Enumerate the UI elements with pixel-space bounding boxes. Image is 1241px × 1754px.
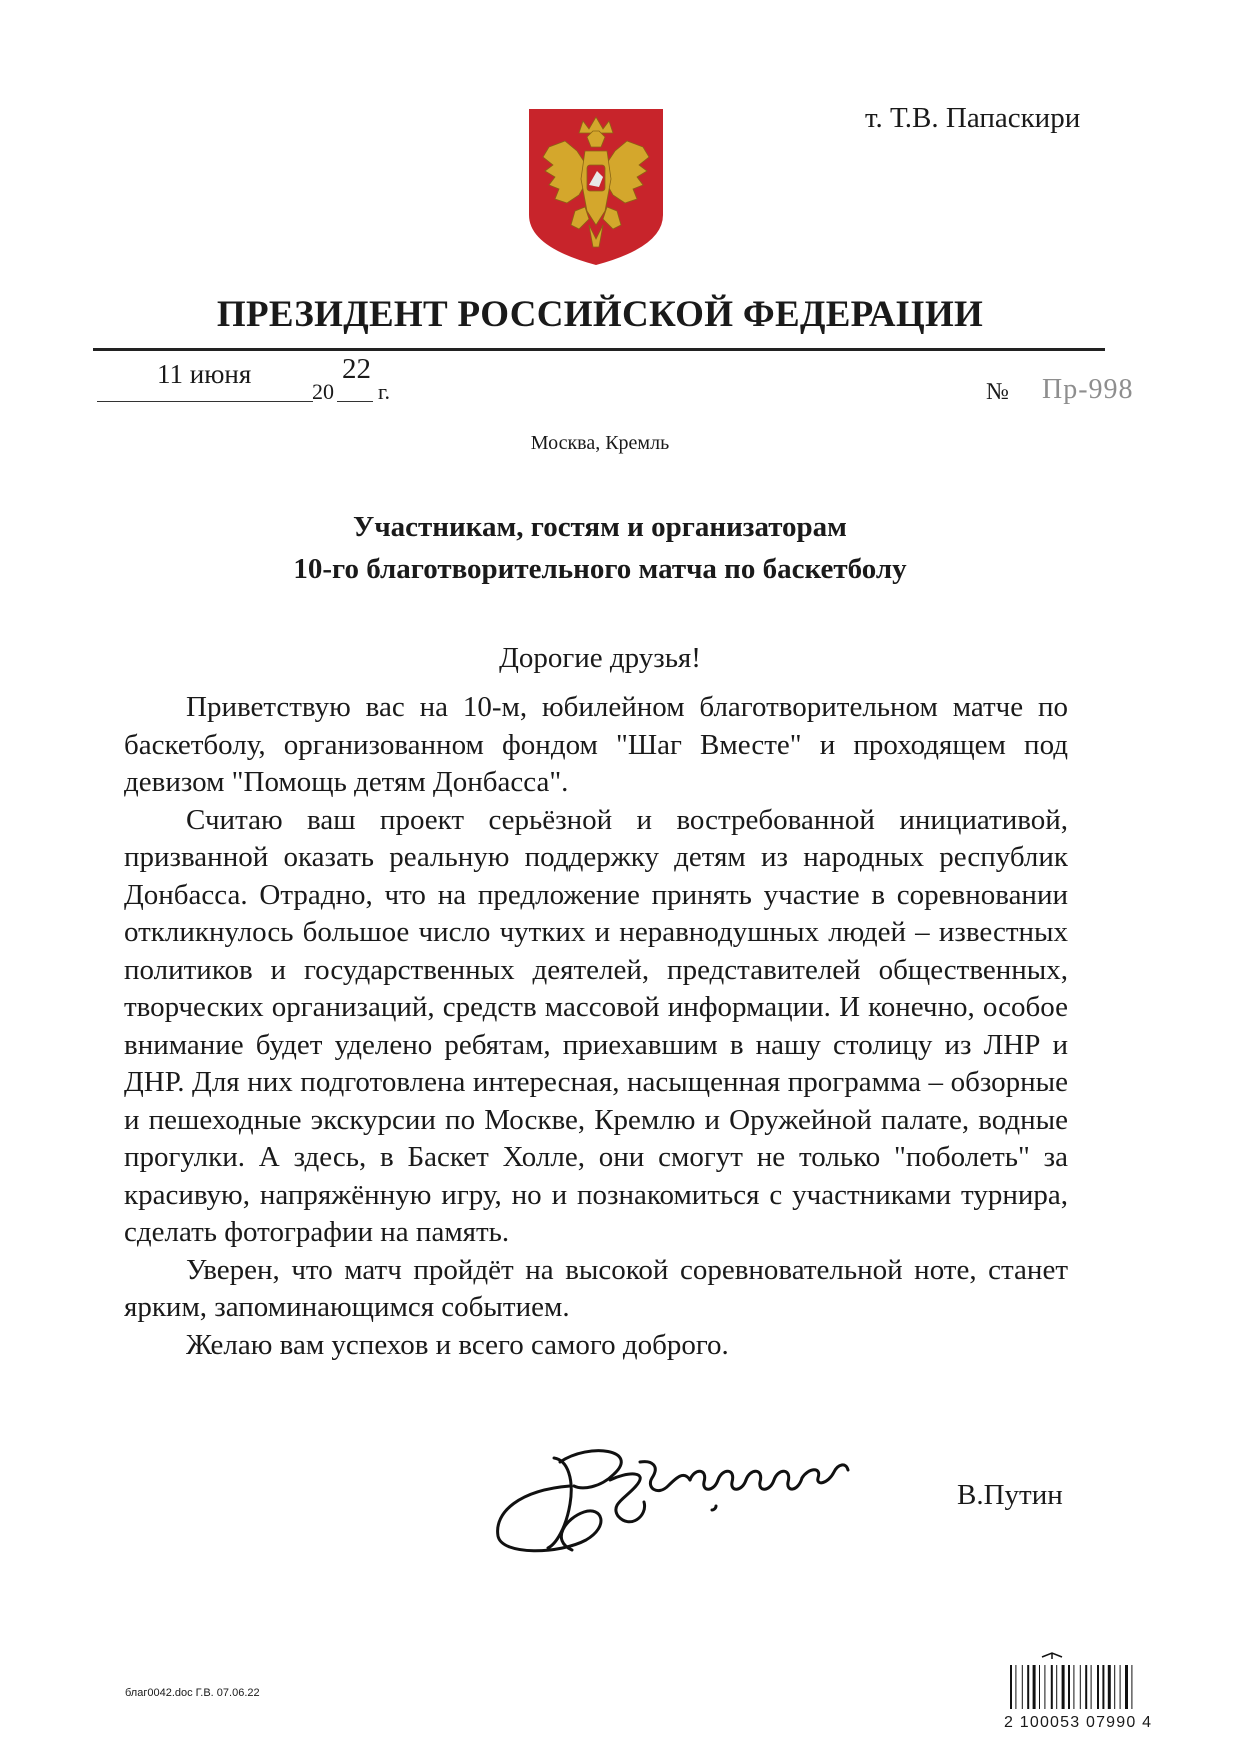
letter-title-line-1: Участникам, гостям и организаторам [353, 511, 847, 543]
date-underline [97, 401, 313, 402]
place-of-issue: Москва, Кремль [530, 432, 670, 454]
body-paragraph: Считаю ваш проект серьёзной и востребованной инициативой, призванной оказать реальную поддержку детям из народных республик Донбасса. Отрадно, что на предложение принять участие в соревновании откликнулось большое число чутких и неравнодушных людей – известных политиков и государственных деятелей, представителей общественных, творческих организаций, средств массовой информации. И конечно, особое внимание будет уделено ребятам, приехавшим в нашу столицу из ЛНР и ДНР. Для них подготовлена интересная, насыщенная программа – обзорные и пешеходные экскурсии по Москве, Кремлю и Оружейной палате, водные прогулки. А здесь, в Баскет Холле, они смогут не только "поболеть" за красивую, напряжённую игру, но и познакомиться с участниками турнира, сделать фотографии на память. [124, 803, 1068, 1248]
file-reference: благ0042.doc Г.В. 07.06.22 [125, 1687, 260, 1699]
organization-title: ПРЕЗИДЕНТ РОССИЙСКОЙ ФЕДЕРАЦИИ [216, 294, 984, 335]
document-number-label: № [986, 379, 1009, 405]
header-rule [93, 348, 1105, 351]
signature-image [490, 1432, 900, 1562]
date-day: 11 июня [157, 359, 252, 389]
body-paragraph: Приветствую вас на 10-м, юбилейном благотворительном матче по баскетболу, организованном фондом "Шаг Вместе" и проходящем под девизом "Помощь детям Донбасса". [124, 691, 1068, 798]
body-paragraph: Желаю вам успехов и всего самого доброго. [186, 1328, 729, 1361]
date-suffix: г. [378, 379, 391, 404]
letter-body [124, 689, 1068, 1364]
addressee: т. Т.В. Папаскири [865, 102, 1081, 134]
barcode-number: 2 100053 07990 4 [1004, 1714, 1153, 1731]
body-paragraph: Уверен, что матч пройдёт на высокой соревновательной ноте, станет ярким, запоминающимся событием. [124, 1253, 1068, 1323]
date-century: 20 [312, 379, 334, 404]
document-number: Пр-998 [1042, 374, 1134, 405]
barcode-image [1008, 1651, 1171, 1709]
date-year: 22 [342, 353, 371, 385]
signer-name: В.Путин [957, 1479, 1063, 1511]
letter-title-line-2: 10-го благотворительного матча по баскетболу [293, 553, 907, 585]
date-year-underline [337, 401, 373, 402]
salutation: Дорогие друзья! [499, 642, 701, 674]
letter-title [0, 506, 1200, 590]
coat-of-arms-icon [527, 107, 665, 267]
